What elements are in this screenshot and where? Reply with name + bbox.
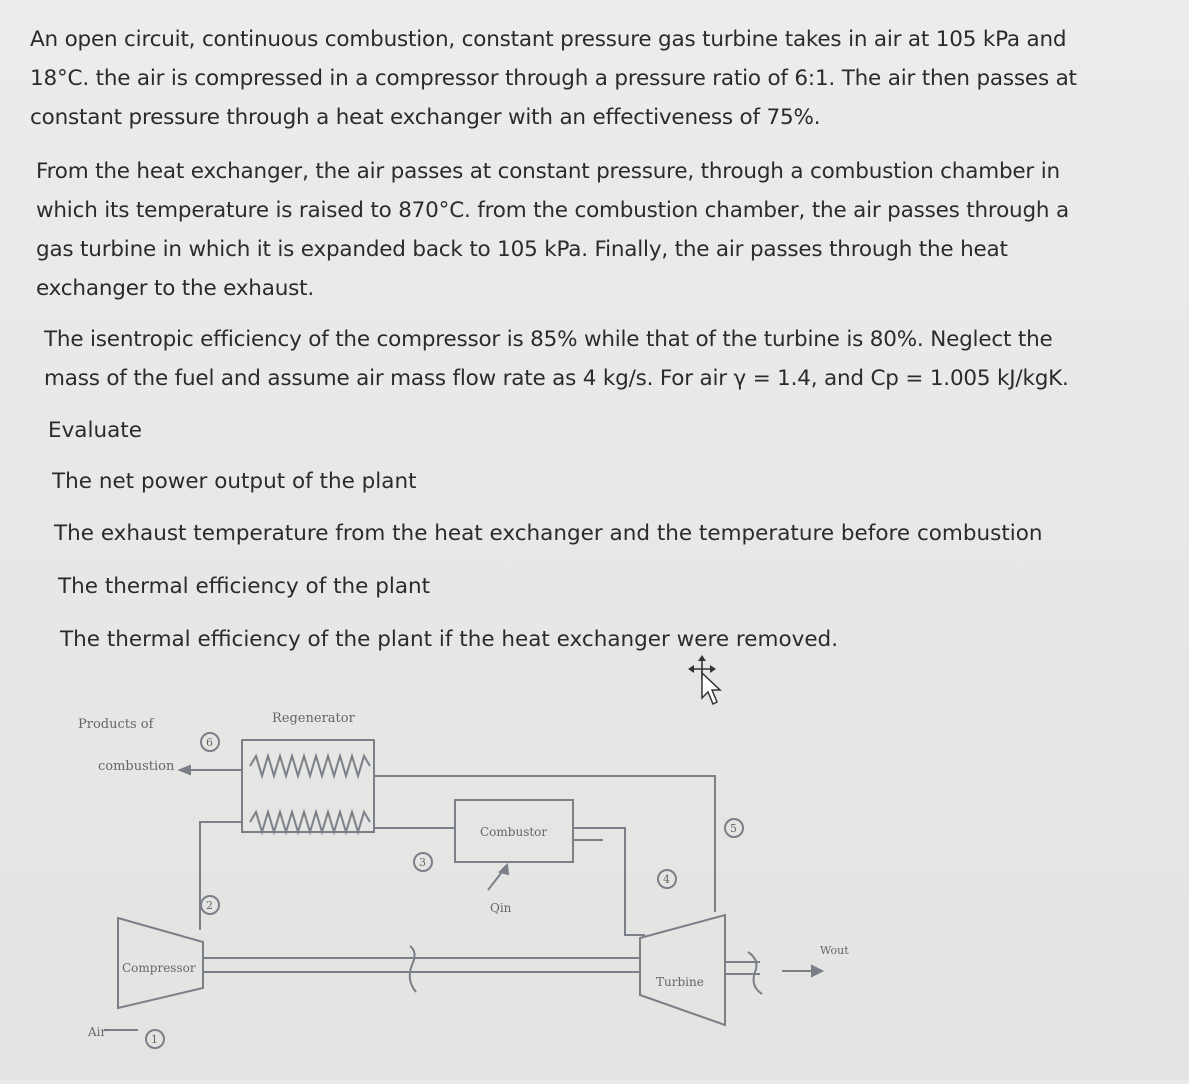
label-products-of: Products of (78, 717, 154, 732)
problem-paragraph-1 (30, 20, 1077, 137)
state-label: 2 (206, 899, 213, 912)
label-qin: Qin (490, 901, 512, 915)
gas-turbine-schematic (60, 690, 880, 1080)
question-item: The thermal efficiency of the plant if the heat exchanger were removed. (60, 627, 839, 652)
state-label: 6 (206, 736, 213, 749)
text-line: From the heat exchanger, the air passes at constant pressure, through a combustion chamber in (36, 159, 1060, 184)
turbine-shape (640, 915, 725, 1025)
text-line: The isentropic efficiency of the compressor is 85% while that of the turbine is 80%. Neglect the (44, 327, 1053, 352)
label-combustor: Combustor (480, 825, 548, 839)
question-item: The thermal efficiency of the plant (58, 574, 431, 599)
label-turbine: Turbine (656, 975, 704, 989)
label-compressor: Compressor (122, 961, 196, 975)
label-air: Air (88, 1025, 107, 1039)
label-regenerator: Regenerator (272, 711, 355, 726)
state-label: 1 (151, 1033, 158, 1046)
text-line: constant pressure through a heat exchanger with an effectiveness of 75%. (30, 105, 821, 130)
text-line: 18°C. the air is compressed in a compressor through a pressure ratio of 6:1. The air then passes at (30, 66, 1077, 91)
question-item: The net power output of the plant (52, 469, 417, 494)
question-item: The exhaust temperature from the heat exchanger and the temperature before combustion (54, 521, 1043, 546)
state-label: 4 (663, 873, 670, 886)
text-line: which its temperature is raised to 870°C. from the combustion chamber, the air passes through a (36, 198, 1069, 223)
state-label: 3 (419, 856, 426, 869)
evaluate-heading: Evaluate (48, 418, 142, 443)
text-line: An open circuit, continuous combustion, constant pressure gas turbine takes in air at 105 kPa and (30, 27, 1067, 52)
state-label: 5 (730, 822, 737, 835)
text-line: exchanger to the exhaust. (36, 276, 314, 301)
text-line: mass of the fuel and assume air mass flow rate as 4 kg/s. For air γ = 1.4, and Cp = 1.005 kJ/kgK. (44, 366, 1069, 391)
label-wout: Wout (820, 944, 849, 957)
text-line: gas turbine in which it is expanded back to 105 kPa. Finally, the air passes through the heat (36, 237, 1008, 262)
label-combustion: combustion (98, 759, 175, 774)
problem-paragraph-2 (36, 152, 1069, 308)
problem-paragraph-3 (44, 320, 1069, 398)
